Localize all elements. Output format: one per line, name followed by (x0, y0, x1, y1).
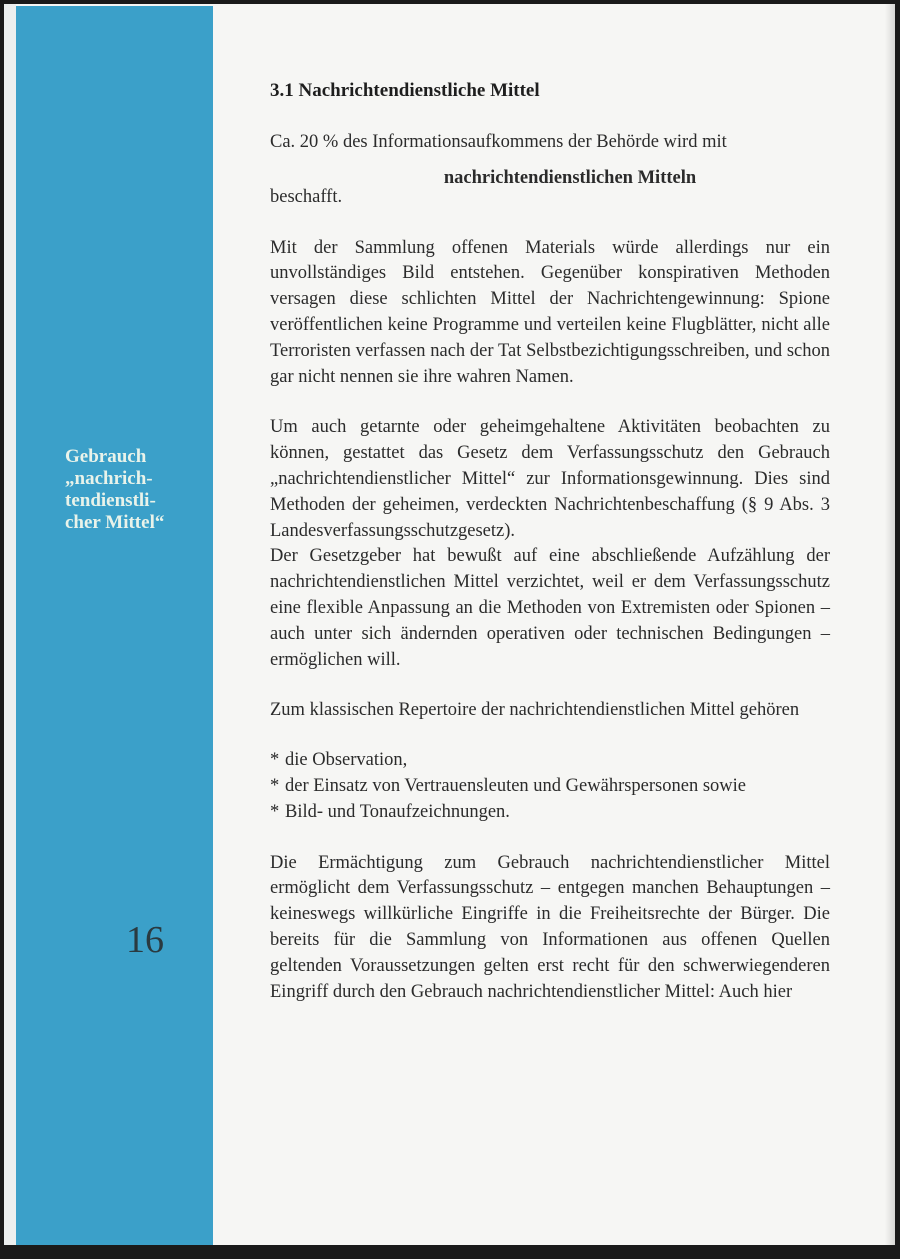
intro-emphasis: nachrichtendienstlichen Mitteln (443, 167, 697, 188)
bullet-marker: * (270, 801, 280, 822)
intro-start: Ca. 20 % des Informationsaufkommens der Behörde wird mit (270, 132, 727, 152)
paragraph: Um auch getarnte oder geheimgehaltene Aktivitäten beobachten zu können, gestattet das Gesetz dem Verfassungsschutz den Gebrauch „nachrichtendienstlicher Mittel“ zur Informationsgewinnung. Dies sind Methoden der geheimen, verdeckten Nachrichtenbeschaffung (§ 9 Abs. 3 Landesverfassungsschutzgesetz). (270, 417, 830, 541)
paragraph: Die Ermächtigung zum Gebrauch nachrichtendienstlicher Mittel ermöglicht dem Verfassungsschutz – entgegen manchen Behauptungen – keineswegs willkürliche Eingriffe in die Freiheitsrechte der Bürger. Die bereits für die Sammlung von Informationen aus offenen Quellen geltenden Voraussetzungen gelten erst recht für den schwerwiegenderen Eingriff durch den Gebrauch nachrichtendienstlicher Mittel: Auch hier (270, 852, 830, 1002)
page-shadow (885, 4, 895, 1245)
list-item (270, 748, 830, 774)
document-page (4, 4, 895, 1245)
margin-note-line: cher Mittel“ (65, 512, 165, 533)
list-item-text: Bild- und Tonaufzeichnungen. (285, 801, 510, 822)
bullet-marker: * (270, 775, 280, 796)
margin-note (65, 446, 215, 534)
page-edge (4, 4, 16, 1245)
intro-end: beschafft. (270, 186, 343, 207)
main-text (270, 78, 830, 1005)
margin-sidebar (16, 6, 213, 1245)
intro-paragraph (270, 130, 830, 188)
list-item-text: der Einsatz von Vertrauensleuten und Gewährspersonen sowie (285, 775, 746, 796)
paragraph: Mit der Sammlung offenen Materials würde allerdings nur ein unvollständiges Bild entstehen. Gegenüber konspirativen Methoden versagen diese schlichten Mittel der Nachrichtengewinnung: Spione veröffentlichen keine Programme und verteilen keine Flugblätter, nicht alle Terroristen verfassen nach der Tat Selbstbezichtigungsschreiben, und schon gar nicht nennen sie ihre wahren Namen. (270, 237, 830, 387)
paragraph: Zum klassischen Repertoire der nachrichtendienstlichen Mittel gehören (270, 700, 800, 721)
list-item (270, 800, 830, 826)
paragraph: Der Gesetzgeber hat bewußt auf eine abschließende Aufzählung der nachrichtendienstlichen Mittel verzichtet, weil er dem Verfassungsschutz eine flexible Anpassung an die Methoden von Extremisten oder Spionen – auch unter sich ändernden operativen oder technischen Bedingungen – ermöglichen will. (270, 546, 830, 670)
bullet-list (270, 748, 830, 825)
margin-note-line: „nachrich- (65, 468, 153, 489)
list-item (270, 774, 830, 800)
section-heading: 3.1 Nachrichtendienstliche Mittel (270, 80, 540, 101)
margin-note-line: tendienstli- (65, 490, 156, 511)
list-item-text: die Observation, (285, 750, 408, 771)
page-number: 16 (126, 919, 164, 961)
bullet-marker: * (270, 750, 280, 771)
margin-note-line: Gebrauch (65, 446, 147, 467)
